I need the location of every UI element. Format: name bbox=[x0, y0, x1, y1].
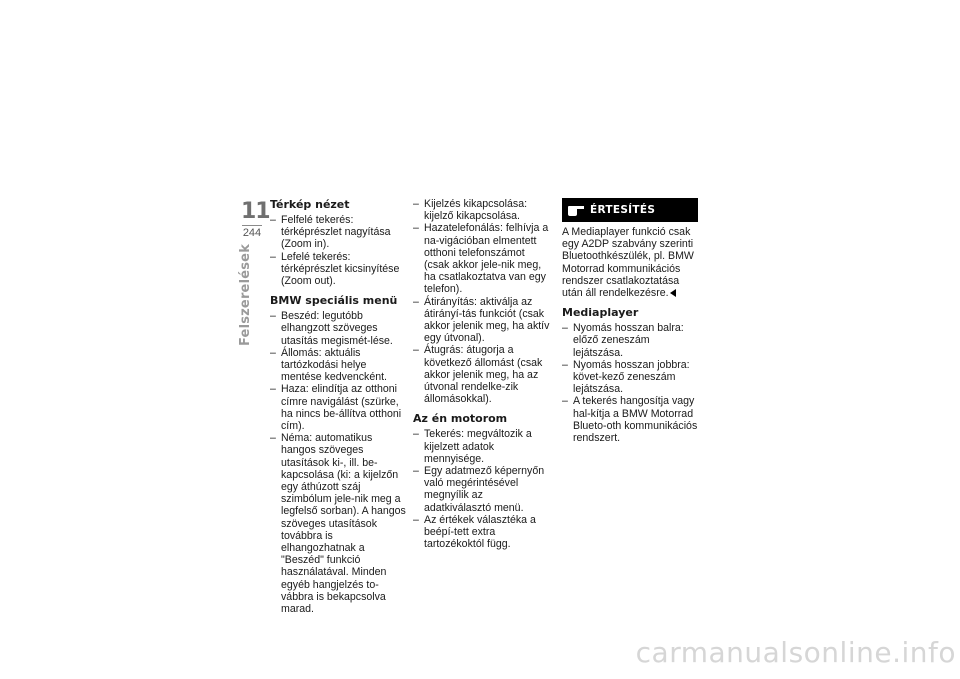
list-item: – Kijelzés kikapcsolása: kijelző kikapcsolása. bbox=[413, 198, 550, 222]
watermark: carmanualsonline.info bbox=[635, 636, 956, 669]
list-item: – Átirányítás: aktiválja az átirányí-tás funkciót (csak akkor jelenik meg, ha aktív egy útvonal). bbox=[413, 296, 550, 345]
list-item: – Állomás: aktuális tartózkodási helye mentése kedvencként. bbox=[270, 347, 406, 384]
list-item: – Egy adatmező képernyőn való megérintésével megnyílik az adatkiválasztó menü. bbox=[413, 465, 550, 514]
chapter-number: 11 bbox=[241, 199, 270, 224]
list-item: – Nyomás hosszan jobbra: követ-kező zeneszám lejátszása. bbox=[562, 359, 698, 396]
notice-body: A Mediaplayer funkció csak egy A2DP szabvány szerinti Bluetoothkészülék, pl. BMW Motorrad kommunikációs rendszer csatlakoztatása után áll rendelkezésre. bbox=[562, 226, 694, 300]
heading-map-view: Térkép nézet bbox=[270, 198, 350, 211]
column-1 bbox=[270, 198, 406, 615]
notice-text bbox=[562, 226, 698, 299]
list-item: – Felfelé tekerés: térképrészlet nagyítása (Zoom in). bbox=[270, 214, 406, 251]
notice-banner bbox=[562, 198, 698, 222]
list-item: – A tekerés hangosítja vagy hal-kítja a BMW Motorrad Blueto-oth kommunikációs rendszert. bbox=[562, 395, 698, 444]
list-item: – Hazatelefonálás: felhívja a na-vigációban elmentett otthoni telefonszámot (csak akkor jele-nik meg, ha csatlakoztatva van egy telefon). bbox=[413, 222, 550, 295]
list-item: – Beszéd: legutóbb elhangzott szöveges utasítás megismét-lése. bbox=[270, 310, 406, 347]
end-marker-icon bbox=[670, 289, 676, 297]
column-2 bbox=[413, 198, 550, 550]
list-special-menu bbox=[270, 310, 406, 615]
list-item: – Az értékek választéka a beépí-tett extra tartozékoktól függ. bbox=[413, 514, 550, 551]
list-item: – Nyomás hosszan balra: előző zeneszám lejátszása. bbox=[562, 322, 698, 359]
list-item: – Néma: automatikus hangos szöveges utasítások ki-, ill. be-kapcsolása (ki: a kijelzőn egy áthúzott száj szimbólum jele-nik meg a legfelső sorban). A hangos szöveges utasítások továbbra is elhangozhatnak a "Beszéd" funkció használatával. Minden egyéb hangjelzés to-vábbra is bekapcsolva marad. bbox=[270, 432, 406, 615]
page-number: 244 bbox=[242, 227, 262, 239]
list-map-view bbox=[270, 214, 406, 287]
list-mediaplayer bbox=[562, 322, 698, 444]
heading-my-engine: Az én motorom bbox=[413, 412, 508, 426]
list-item: – Haza: elindítja az otthoni címre navigálást (szürke, ha nincs be-állítva otthoni cím). bbox=[270, 383, 406, 432]
heading-mediaplayer: Mediaplayer bbox=[562, 306, 639, 320]
heading-special-menu: BMW speciális menü bbox=[270, 294, 398, 308]
chapter-title-vertical: Felszerelések bbox=[238, 244, 253, 347]
list-item: – Lefelé tekerés: térképrészlet kicsinyítése (Zoom out). bbox=[270, 251, 406, 288]
list-item: – Tekerés: megváltozik a kijelzett adatok mennyisége. bbox=[413, 428, 550, 465]
column-3 bbox=[562, 198, 698, 444]
list-item: – Átugrás: átugorja a következő állomást (csak akkor jelenik meg, ha az útvonal rendelke-zik állomásokkal). bbox=[413, 344, 550, 405]
notice-title: ÉRTESÍTÉS bbox=[590, 203, 656, 216]
list-my-engine bbox=[413, 428, 550, 550]
chapter-divider bbox=[242, 225, 262, 226]
pointing-hand-icon bbox=[568, 204, 584, 216]
list-special-menu-continued bbox=[413, 198, 550, 405]
